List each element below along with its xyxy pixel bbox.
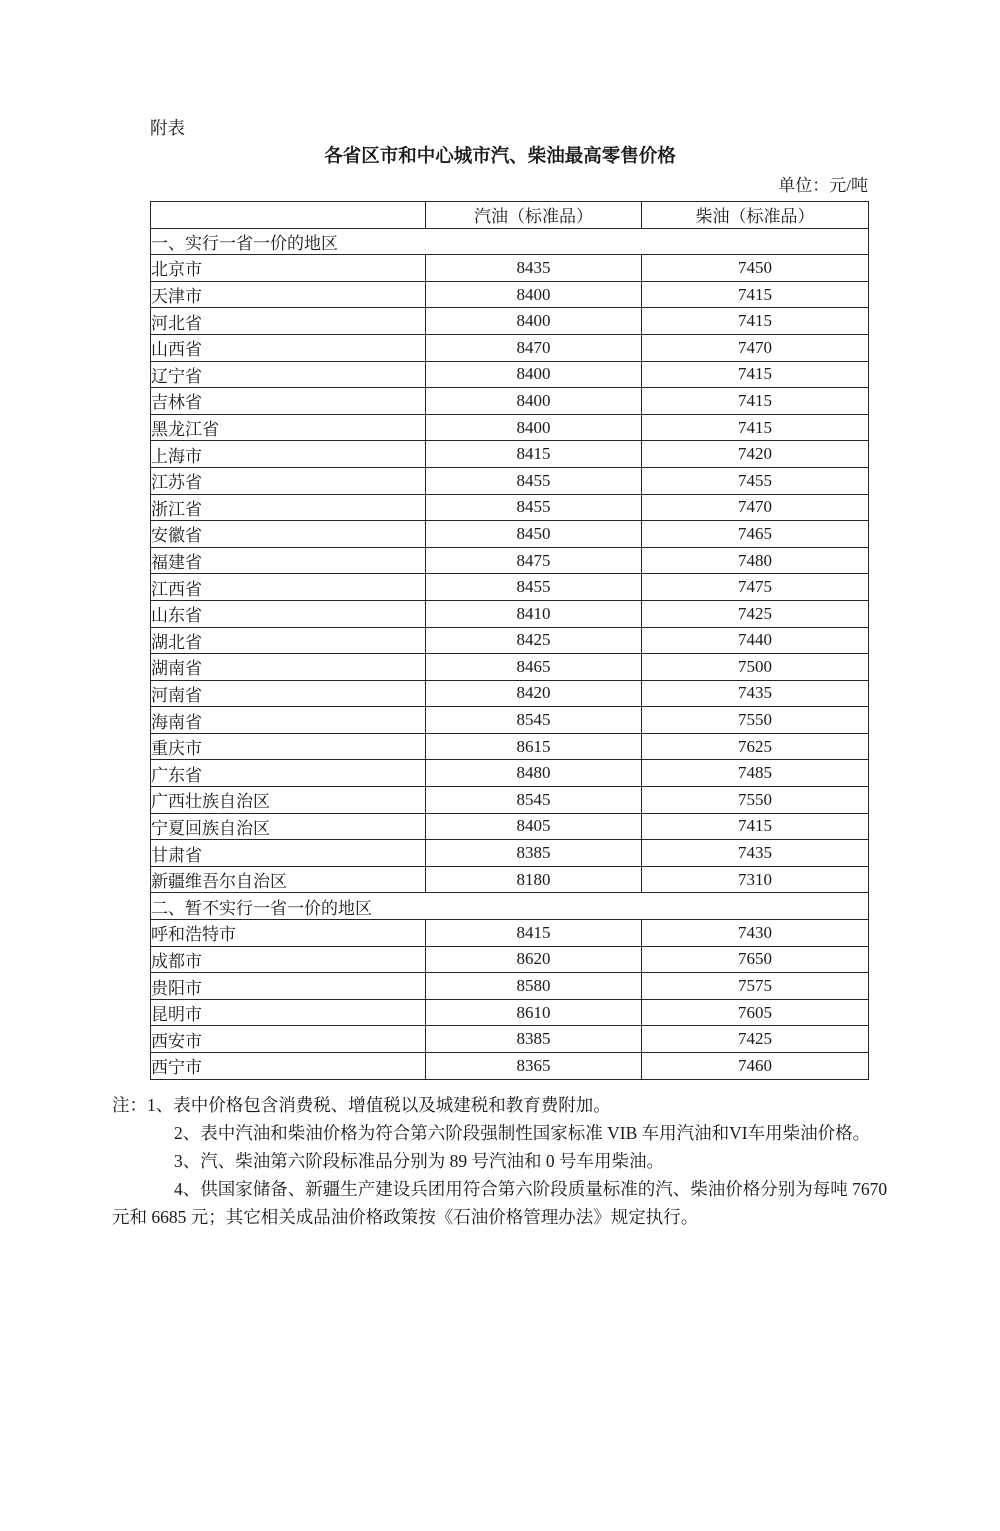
section-header: 二、暂不实行一省一价的地区 (151, 893, 869, 920)
diesel-price: 7420 (642, 441, 869, 468)
table-row (151, 920, 869, 947)
note-item: 3、汽、柴油第六阶段标准品分别为 89 号汽油和 0 号车用柴油。 (174, 1151, 664, 1171)
region-name: 甘肃省 (151, 840, 426, 867)
gasoline-price: 8580 (426, 973, 642, 1000)
diesel-price: 7500 (642, 654, 869, 681)
region-name: 广西壮族自治区 (151, 787, 426, 814)
region-name: 新疆维吾尔自治区 (151, 866, 426, 893)
region-name: 黑龙江省 (151, 414, 426, 441)
table-row (151, 494, 869, 521)
gasoline-price: 8410 (426, 600, 642, 627)
table-row (151, 733, 869, 760)
diesel-price: 7465 (642, 521, 869, 548)
diesel-price: 7455 (642, 467, 869, 494)
table-row (151, 627, 869, 654)
table-row (151, 973, 869, 1000)
gasoline-price: 8435 (426, 255, 642, 282)
diesel-price: 7430 (642, 920, 869, 947)
diesel-price: 7470 (642, 334, 869, 361)
region-column-header (151, 202, 426, 229)
diesel-price: 7415 (642, 308, 869, 335)
section-header: 一、实行一省一价的地区 (151, 228, 869, 255)
note-item: 2、表中汽油和柴油价格为符合第六阶段强制性国家标准 VIB 车用汽油和VI车用柴油价格。 (174, 1122, 871, 1143)
table-row (151, 787, 869, 814)
table-row (151, 760, 869, 787)
table-row (151, 680, 869, 707)
diesel-price: 7415 (642, 281, 869, 308)
diesel-price: 7415 (642, 813, 869, 840)
table-row (151, 361, 869, 388)
region-name: 山西省 (151, 334, 426, 361)
attachment-label: 附表 (150, 118, 185, 138)
gasoline-price: 8420 (426, 680, 642, 707)
table-row (151, 707, 869, 734)
gasoline-price: 8180 (426, 866, 642, 893)
diesel-price: 7435 (642, 680, 869, 707)
diesel-price: 7415 (642, 414, 869, 441)
table-row (151, 521, 869, 548)
diesel-price: 7575 (642, 973, 869, 1000)
note-item: 注：1、表中价格包含消费税、增值税以及城建税和教育费附加。 (112, 1094, 611, 1115)
region-name: 昆明市 (151, 999, 426, 1026)
gasoline-price: 8545 (426, 707, 642, 734)
region-name: 重庆市 (151, 733, 426, 760)
diesel-price: 7650 (642, 946, 869, 973)
table-row (151, 441, 869, 468)
gasoline-price: 8415 (426, 920, 642, 947)
table-row (151, 840, 869, 867)
gasoline-price: 8400 (426, 361, 642, 388)
region-name: 吉林省 (151, 388, 426, 415)
gasoline-price: 8545 (426, 787, 642, 814)
diesel-price: 7605 (642, 999, 869, 1026)
diesel-price: 7550 (642, 787, 869, 814)
notes-section (112, 1091, 896, 1232)
diesel-price: 7470 (642, 494, 869, 521)
region-name: 山东省 (151, 600, 426, 627)
gasoline-price: 8615 (426, 733, 642, 760)
region-name: 福建省 (151, 547, 426, 574)
region-name: 西安市 (151, 1026, 426, 1053)
region-name: 上海市 (151, 441, 426, 468)
region-name: 河南省 (151, 680, 426, 707)
section-header-row (151, 893, 869, 920)
region-name: 江苏省 (151, 467, 426, 494)
region-name: 呼和浩特市 (151, 920, 426, 947)
region-name: 江西省 (151, 574, 426, 601)
gasoline-price: 8400 (426, 308, 642, 335)
region-name: 安徽省 (151, 521, 426, 548)
gasoline-price: 8610 (426, 999, 642, 1026)
gasoline-column-header: 汽油（标准品） (426, 202, 642, 229)
gasoline-price: 8385 (426, 1026, 642, 1053)
table-row (151, 574, 869, 601)
gasoline-price: 8405 (426, 813, 642, 840)
diesel-price: 7310 (642, 866, 869, 893)
gasoline-price: 8365 (426, 1053, 642, 1080)
diesel-price: 7415 (642, 388, 869, 415)
diesel-price: 7425 (642, 600, 869, 627)
diesel-price: 7625 (642, 733, 869, 760)
unit-label: 单位：元/吨 (778, 176, 868, 195)
table-header-row (151, 202, 869, 229)
table-row (151, 255, 869, 282)
region-name: 辽宁省 (151, 361, 426, 388)
gasoline-price: 8455 (426, 574, 642, 601)
gasoline-price: 8475 (426, 547, 642, 574)
gasoline-price: 8465 (426, 654, 642, 681)
table-row (151, 999, 869, 1026)
table-row (151, 467, 869, 494)
region-name: 天津市 (151, 281, 426, 308)
table-row (151, 308, 869, 335)
gasoline-price: 8450 (426, 521, 642, 548)
region-name: 浙江省 (151, 494, 426, 521)
gasoline-price: 8400 (426, 414, 642, 441)
region-name: 河北省 (151, 308, 426, 335)
diesel-price: 7425 (642, 1026, 869, 1053)
gasoline-price: 8455 (426, 494, 642, 521)
table-row (151, 1026, 869, 1053)
section-header-row (151, 228, 869, 255)
notes-prefix: 注： (112, 1094, 147, 1115)
document-page (0, 116, 1000, 1232)
gasoline-price: 8425 (426, 627, 642, 654)
table-row (151, 334, 869, 361)
table-row (151, 813, 869, 840)
diesel-price: 7475 (642, 574, 869, 601)
region-name: 北京市 (151, 255, 426, 282)
region-name: 西宁市 (151, 1053, 426, 1080)
gasoline-price: 8415 (426, 441, 642, 468)
diesel-price: 7415 (642, 361, 869, 388)
diesel-price: 7485 (642, 760, 869, 787)
table-row (151, 388, 869, 415)
diesel-price: 7440 (642, 627, 869, 654)
region-name: 湖南省 (151, 654, 426, 681)
table-row (151, 547, 869, 574)
table-row (151, 866, 869, 893)
price-table (150, 201, 869, 1080)
gasoline-price: 8620 (426, 946, 642, 973)
table-row (151, 281, 869, 308)
table-row (151, 1053, 869, 1080)
gasoline-price: 8400 (426, 281, 642, 308)
region-name: 海南省 (151, 707, 426, 734)
table-row (151, 946, 869, 973)
gasoline-price: 8385 (426, 840, 642, 867)
diesel-price: 7435 (642, 840, 869, 867)
diesel-price: 7480 (642, 547, 869, 574)
region-name: 贵阳市 (151, 973, 426, 1000)
diesel-price: 7550 (642, 707, 869, 734)
page-title: 各省区市和中心城市汽、柴油最高零售价格 (324, 147, 676, 167)
gasoline-price: 8455 (426, 467, 642, 494)
region-name: 宁夏回族自治区 (151, 813, 426, 840)
diesel-column-header: 柴油（标准品） (642, 202, 869, 229)
note-item: 4、供国家储备、新疆生产建设兵团用符合第六阶段质量标准的汽、柴油价格分别为每吨 7670 元和 6685 元；其它相关成品油价格政策按《石油价格管理办法》规定执行。 (112, 1179, 888, 1228)
region-name: 湖北省 (151, 627, 426, 654)
region-name: 广东省 (151, 760, 426, 787)
gasoline-price: 8470 (426, 334, 642, 361)
gasoline-price: 8400 (426, 388, 642, 415)
table-row (151, 414, 869, 441)
price-table-body (151, 228, 869, 1079)
region-name: 成都市 (151, 946, 426, 973)
table-row (151, 600, 869, 627)
diesel-price: 7450 (642, 255, 869, 282)
table-row (151, 654, 869, 681)
gasoline-price: 8480 (426, 760, 642, 787)
diesel-price: 7460 (642, 1053, 869, 1080)
